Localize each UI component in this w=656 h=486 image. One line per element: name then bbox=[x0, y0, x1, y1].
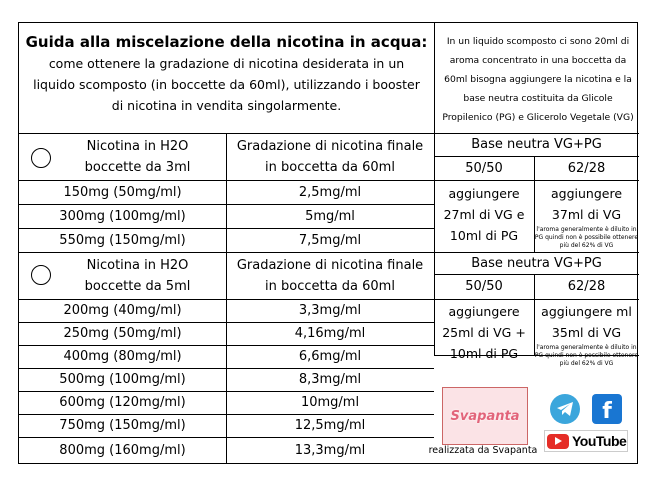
table-row-final: 10mg/ml bbox=[300, 395, 360, 410]
note-line: PG quindi non è possibile ottenere bbox=[534, 352, 639, 359]
logo-text: Svapanta bbox=[450, 408, 520, 424]
triangle-icon bbox=[554, 437, 562, 445]
add-text: aggiungere bbox=[448, 304, 520, 319]
table-row-booster: 400mg (80mg/ml) bbox=[63, 349, 182, 364]
youtube-logo[interactable] bbox=[544, 430, 628, 452]
table-row-booster: 200mg (40mg/ml) bbox=[63, 303, 182, 318]
table-row-booster: 300mg (100mg/ml) bbox=[59, 208, 186, 224]
add-text: aggiungere bbox=[448, 186, 520, 201]
header-text: Gradazione di nicotina finale bbox=[236, 138, 424, 154]
info-line-1: In un liquido scomposto ci sono 20ml di bbox=[446, 36, 630, 47]
table-row-booster: 150mg (50mg/ml) bbox=[63, 184, 182, 200]
table-row-final: 4,16mg/ml bbox=[294, 326, 366, 341]
table2-add-62-28 bbox=[534, 301, 639, 368]
note-text bbox=[534, 344, 639, 368]
table-row-final: 5mg/ml bbox=[305, 208, 355, 224]
add-text: 10ml di PG bbox=[449, 228, 519, 243]
checkbox-circle-5ml[interactable] bbox=[31, 265, 51, 285]
header-text: Nicotina in H2O bbox=[86, 257, 189, 273]
table-row-booster: 250mg (50mg/ml) bbox=[63, 326, 182, 341]
table-row-booster: 600mg (120mg/ml) bbox=[59, 395, 186, 410]
table2-head-booster bbox=[49, 252, 226, 299]
header-text: boccette da 3ml bbox=[84, 159, 191, 175]
divider bbox=[434, 299, 639, 300]
checkbox-circle-3ml[interactable] bbox=[31, 148, 51, 168]
table-row-booster: 750mg (150mg/ml) bbox=[59, 418, 186, 433]
table-row-final: 2,5mg/ml bbox=[298, 184, 362, 200]
credit-text: realizzata da Svapanta bbox=[428, 445, 538, 456]
table-row-final: 13,3mg/ml bbox=[294, 442, 366, 458]
table2-add-50-50 bbox=[434, 301, 534, 364]
table1-base-header: Base neutra VG+PG bbox=[471, 137, 602, 152]
svapanta-logo bbox=[442, 387, 528, 445]
note-line: più del 62% di VG bbox=[559, 360, 614, 367]
table-row-booster: 800mg (160mg/ml) bbox=[59, 442, 186, 458]
note-line: PG quindi non è possibile ottenere bbox=[534, 234, 639, 241]
facebook-glyph: f bbox=[602, 399, 612, 424]
table-row-final: 8,3mg/ml bbox=[298, 372, 362, 387]
nicotine-guide-card bbox=[18, 22, 638, 464]
telegram-icon[interactable] bbox=[550, 394, 580, 424]
info-line-2: aroma concentrato in una boccetta da bbox=[449, 55, 627, 66]
header-text: Gradazione di nicotina finale bbox=[236, 257, 424, 273]
table-row-booster: 500mg (100mg/ml) bbox=[59, 372, 186, 387]
note-line: più del 62% di VG bbox=[559, 242, 614, 249]
table1-head-booster bbox=[49, 133, 226, 180]
table-row-final: 3,3mg/ml bbox=[298, 303, 362, 318]
table2-ratio-50-50: 50/50 bbox=[465, 279, 503, 294]
table1-head-final bbox=[226, 133, 434, 180]
table2-ratio-62-28: 62/28 bbox=[567, 279, 606, 294]
note-text bbox=[534, 226, 639, 250]
table1-add-50-50 bbox=[434, 183, 534, 246]
divider bbox=[434, 180, 639, 181]
table1-ratio-62-28: 62/28 bbox=[567, 160, 606, 176]
header-text: Nicotina in H2O bbox=[86, 138, 189, 154]
table2-head-final bbox=[226, 252, 434, 299]
add-text: 37ml di VG bbox=[551, 207, 622, 222]
info-line-5: Propilenico (PG) e Glicerolo Vegetale (VG) bbox=[442, 112, 634, 123]
title-line-3: liquido scomposto (in boccette da 60ml), utilizzando i booster bbox=[33, 77, 420, 92]
paper-plane-icon bbox=[556, 401, 574, 417]
table-row-final: 12,5mg/ml bbox=[294, 418, 366, 433]
facebook-icon[interactable] bbox=[592, 394, 622, 424]
add-text: 35ml di VG bbox=[551, 325, 622, 340]
note-line: l'aroma generalmente è diluito in bbox=[536, 226, 637, 233]
divider bbox=[434, 23, 435, 133]
table-row-final: 6,6mg/ml bbox=[298, 349, 362, 364]
add-text: aggiungere ml bbox=[541, 304, 632, 319]
header-text: in boccetta da 60ml bbox=[265, 278, 395, 294]
play-icon bbox=[547, 434, 569, 449]
table2-base-header: Base neutra VG+PG bbox=[471, 255, 602, 271]
add-text: 27ml di VG e bbox=[443, 207, 525, 222]
table1-add-62-28 bbox=[534, 183, 639, 250]
youtube-label: YouTube bbox=[572, 433, 627, 449]
info-line-4: base neutra costituita da Glicole bbox=[463, 93, 613, 104]
add-text: aggiungere bbox=[550, 186, 623, 201]
info-box bbox=[437, 32, 639, 127]
title-line-2: come ottenere la gradazione di nicotina desiderata in un bbox=[48, 56, 405, 71]
header-text: in boccetta da 60ml bbox=[265, 159, 395, 175]
title-line-4: di nicotina in vendita singolarmente. bbox=[111, 98, 342, 113]
title-line-1: Guida alla miscelazione della nicotina in acqua: bbox=[25, 33, 428, 51]
note-line: l'aroma generalmente è diluito in bbox=[536, 344, 637, 351]
header-text: boccette da 5ml bbox=[84, 278, 191, 294]
guide-title bbox=[19, 32, 434, 116]
table-row-booster: 550mg (150mg/ml) bbox=[59, 232, 186, 248]
add-text: 25ml di VG + bbox=[442, 325, 526, 340]
info-line-3: 60ml bisogna aggiungere la nicotina e la bbox=[444, 74, 632, 85]
table1-ratio-50-50: 50/50 bbox=[465, 160, 503, 176]
table-row-final: 7,5mg/ml bbox=[298, 232, 362, 248]
add-text: 10ml di PG bbox=[449, 346, 519, 361]
